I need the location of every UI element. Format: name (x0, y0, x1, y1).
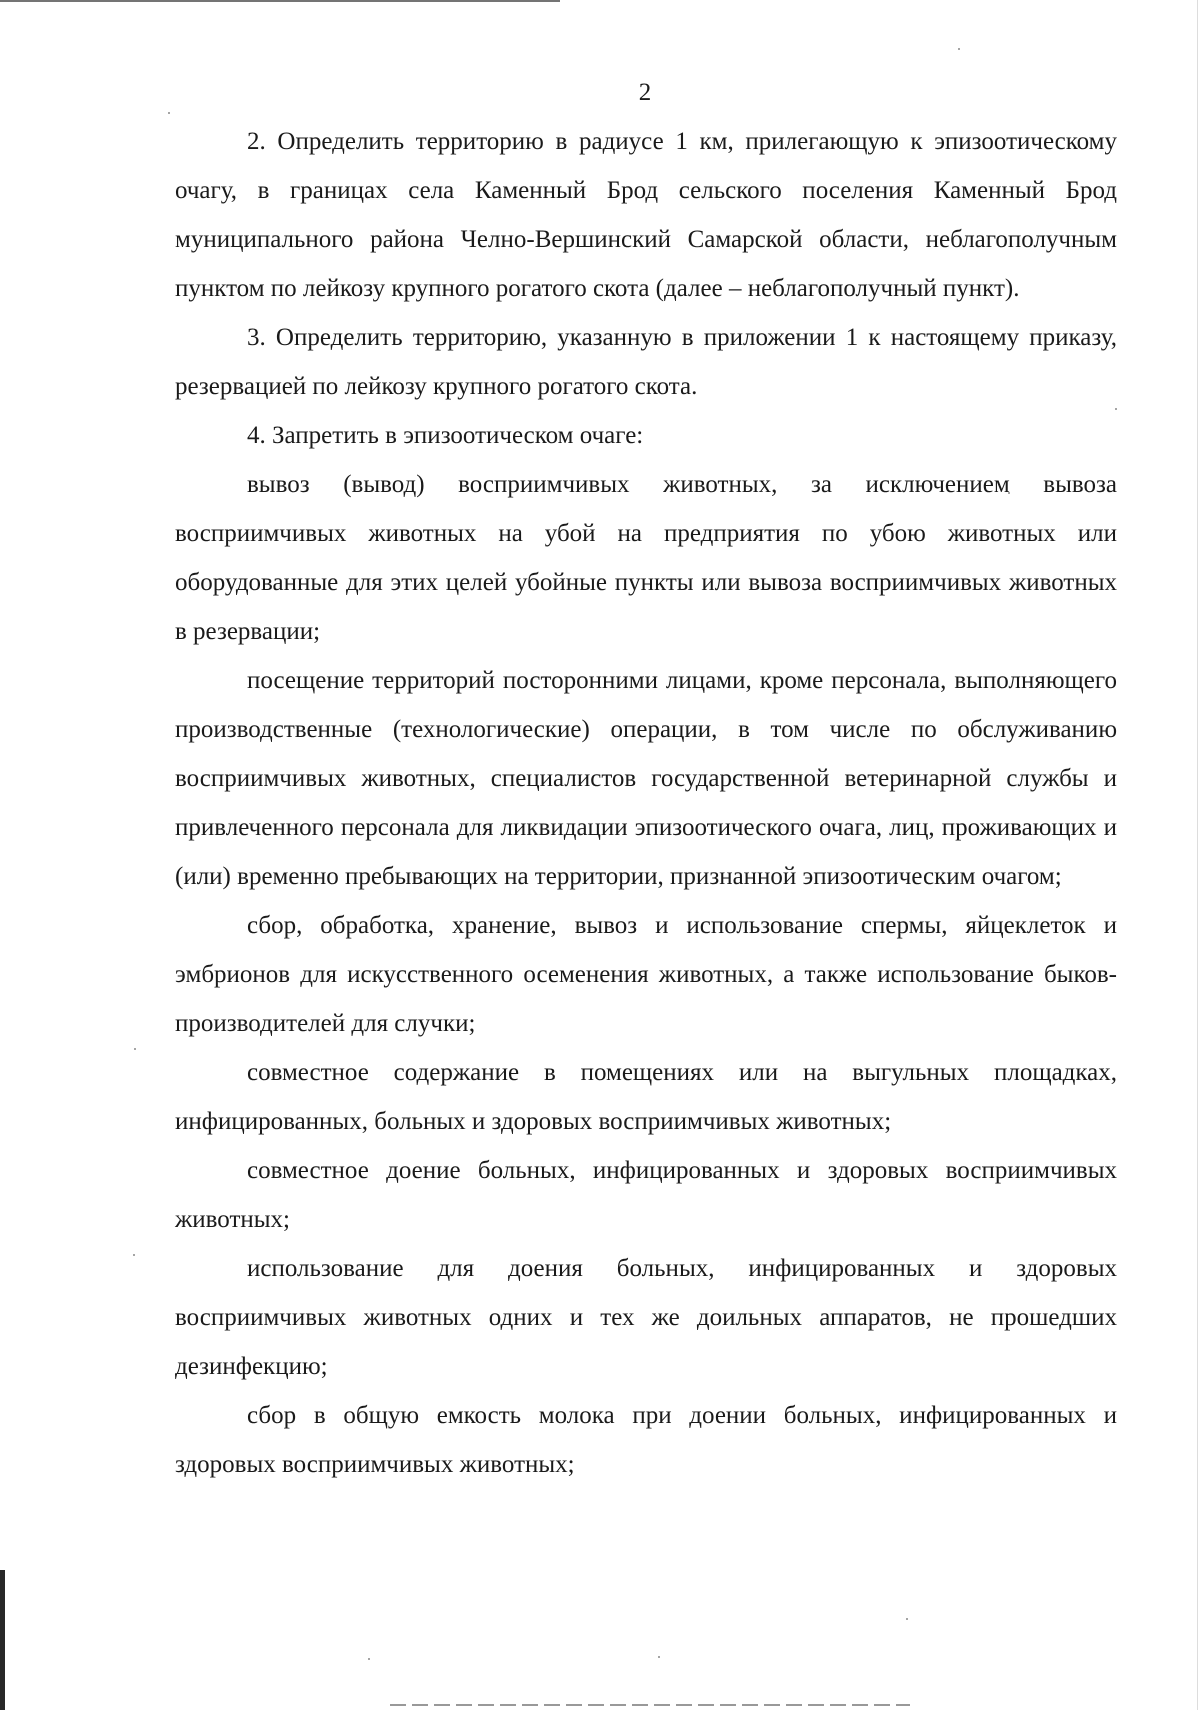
scan-speck (133, 1254, 135, 1256)
prohibition-common-milk-container: сбор в общую емкость молока при доении больных, инфицированных и здоровых восприимчивых животных; (175, 1402, 1117, 1478)
scan-edge-bottom (390, 1704, 910, 1706)
paragraph-item-3: 3. Определить территорию, указанную в приложении 1 к настоящему приказу, резервацией по лейкозу крупного рогатого скота. (175, 324, 1117, 400)
prohibition-sperm-embryos: сбор, обработка, хранение, вывоз и использование спермы, яйцеклеток и эмбрионов для искусственного осеменения животных, а также использование быков-производителей для случки; (175, 912, 1117, 1037)
prohibition-joint-keeping: совместное содержание в помещениях или на выгульных площадках, инфицированных, больных и здоровых восприимчивых животных; (175, 1059, 1117, 1135)
scan-speck (168, 112, 170, 114)
prohibition-shared-milking-machines: использование для доения больных, инфицированных и здоровых восприимчивых животных одних и тех же доильных аппаратов, не прошедших дезинфекцию; (175, 1255, 1117, 1380)
paragraph-item-2: 2. Определить территорию в радиусе 1 км, прилегающую к эпизоотическому очагу, в границах села Каменный Брод сельского поселения Каменный Брод муниципального района Челно-Вершинский Самарской области, неблагополучным пунктом по лейкозу крупного рогатого скота (далее – неблагополучный пункт). (175, 128, 1117, 302)
scan-speck (658, 1656, 660, 1658)
scan-edge-right (1197, 0, 1198, 1710)
scan-speck (958, 48, 960, 50)
document-body (175, 117, 1117, 1489)
scan-speck (368, 1658, 370, 1660)
prohibition-export-animals: вывоз (вывод) восприимчивых животных, за исключением вывоза восприимчивых животных на убой на предприятия по убою животных или оборудованные для этих целей убойные пункты или вывоза восприимчивых животных в резервации; (175, 471, 1117, 645)
scan-speck (134, 1048, 136, 1050)
paragraph-item-4: 4. Запретить в эпизоотическом очаге: (247, 422, 644, 449)
scan-speck (906, 1618, 908, 1620)
prohibition-joint-milking: совместное доение больных, инфицированных и здоровых восприимчивых животных; (175, 1157, 1117, 1233)
scan-edge-top (0, 0, 560, 2)
scan-edge-left (0, 1570, 5, 1710)
prohibition-visiting-territory: посещение территорий посторонними лицами, кроме персонала, выполняющего производственные (технологические) операции, в том числе по обслуживанию восприимчивых животных, специалистов государственной ветеринарной службы и привлеченного персонала для ликвидации эпизоотического очага, лиц, проживающих и (или) временно пребывающих на территории, признанной эпизоотическим очагом; (175, 667, 1117, 890)
page-number: 2 (638, 79, 652, 106)
